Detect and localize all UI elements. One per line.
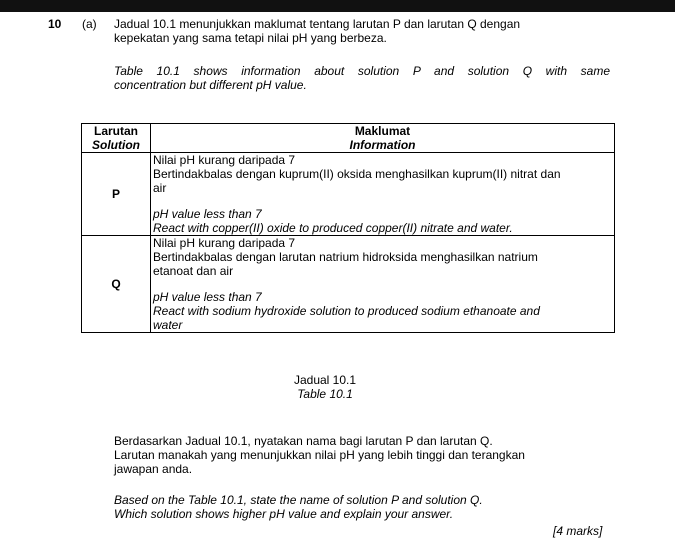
task-english-line: Which solution shows higher pH value and explain your answer. <box>114 507 454 521</box>
info-line-en: pH value less than 7 <box>153 290 262 304</box>
info-line-en: React with sodium hydroxide solution to produced sodium ethanoate and <box>153 304 540 318</box>
row-label-q: Q <box>82 236 151 333</box>
task-malay-line: Berdasarkan Jadual 10.1, nyatakan nama bagi larutan P dan larutan Q. <box>114 434 493 448</box>
task-english <box>114 493 584 521</box>
intro-malay-line: kepekatan yang sama tetapi nilai pH yang berbeza. <box>114 31 387 45</box>
header-solution-en: Solution <box>92 138 140 152</box>
spacer <box>153 278 612 290</box>
info-line: Nilai pH kurang daripada 7 <box>153 236 296 250</box>
question-number: 10 <box>48 17 62 31</box>
table-row <box>82 153 615 236</box>
info-line-en: water <box>153 318 183 332</box>
info-line-en: React with copper(II) oxide to produced copper(II) nitrate and water. <box>153 221 513 235</box>
row-info-p <box>151 153 615 236</box>
header-information <box>151 124 615 153</box>
information-table <box>81 123 615 333</box>
intro-english <box>114 64 610 92</box>
info-line: etanoat dan air <box>153 264 234 278</box>
header-solution-ms: Larutan <box>93 124 138 138</box>
header-solution <box>82 124 151 153</box>
header-information-ms: Maklumat <box>354 124 411 138</box>
task-malay-line: jawapan anda. <box>114 462 193 476</box>
intro-english-line: concentration but different pH value. <box>114 78 307 92</box>
row-label-p: P <box>82 153 151 236</box>
table-header-row <box>82 124 615 153</box>
intro-malay-line: Jadual 10.1 menunjukkan maklumat tentang larutan P dan larutan Q dengan <box>114 17 521 31</box>
intro-malay <box>114 17 610 45</box>
info-line-en: pH value less than 7 <box>153 207 262 221</box>
task-english-line: Based on the Table 10.1, state the name of solution P and solution Q. <box>114 493 483 507</box>
intro-english-line: Table 10.1 shows information about solution P and solution Q with same <box>114 64 610 78</box>
table-row <box>82 236 615 333</box>
spacer <box>153 195 612 207</box>
info-line: Bertindakbalas dengan kuprum(II) oksida menghasilkan kuprum(II) nitrat dan <box>153 167 561 181</box>
info-line: Bertindakbalas dengan larutan natrium hidroksida menghasilkan natrium <box>153 250 538 264</box>
table-caption <box>0 373 650 401</box>
marks-allocation: [4 marks] <box>553 524 603 538</box>
top-bar <box>0 0 675 12</box>
caption-english: Table 10.1 <box>297 387 353 401</box>
row-info-q <box>151 236 615 333</box>
info-line: air <box>153 181 167 195</box>
task-malay-line: Larutan manakah yang menunjukkan nilai pH yang lebih tinggi dan terangkan <box>114 448 525 462</box>
caption-malay: Jadual 10.1 <box>293 373 357 387</box>
header-information-en: Information <box>349 138 416 152</box>
question-part: (a) <box>82 17 97 31</box>
info-line: Nilai pH kurang daripada 7 <box>153 153 296 167</box>
task-malay <box>114 434 584 476</box>
